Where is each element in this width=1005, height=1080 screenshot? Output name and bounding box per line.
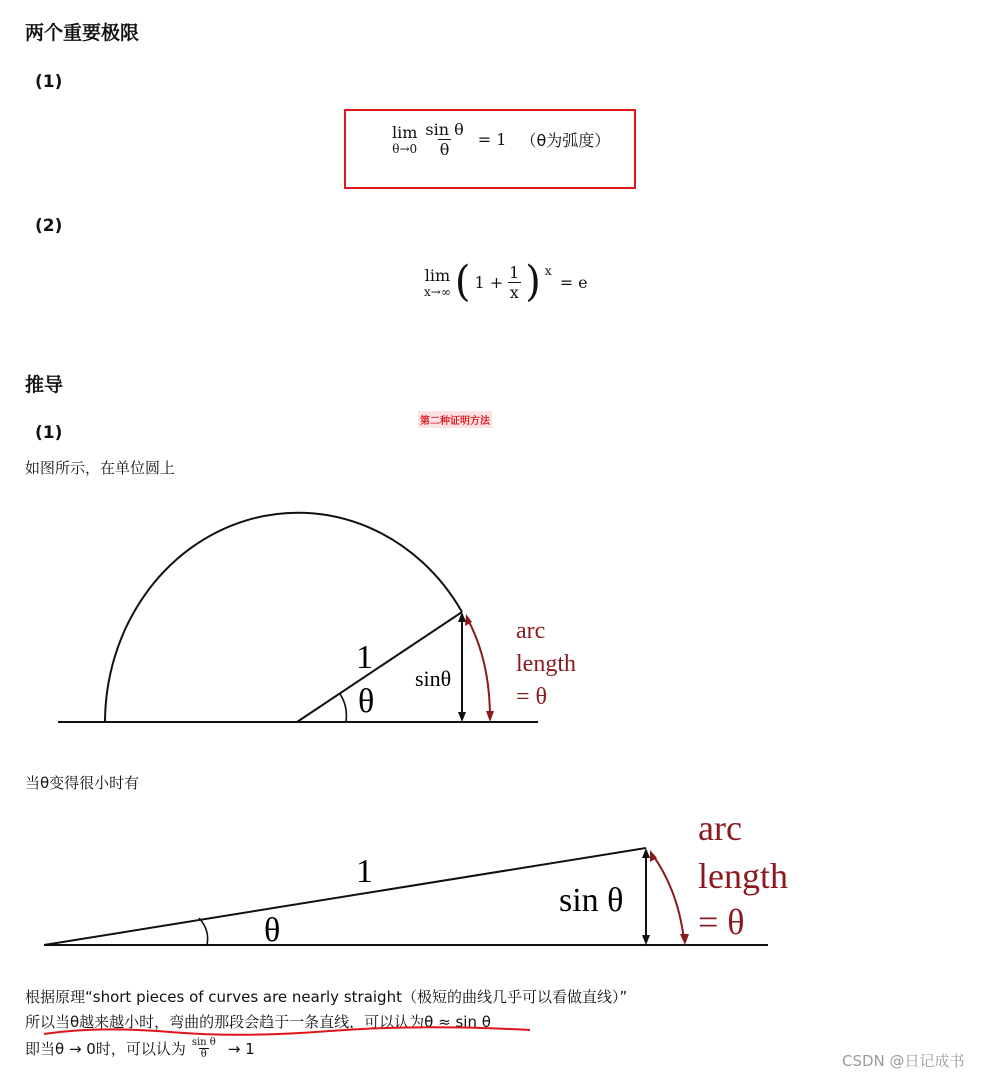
angle-label: θ <box>264 912 281 949</box>
watermark: CSDN @日记成书 <box>842 1052 965 1070</box>
derivation-1-label: (1) <box>35 423 63 443</box>
radius-label: 1 <box>356 639 373 676</box>
limit-2-label: (2) <box>35 216 63 236</box>
limit-1-formula: lim θ→0 $\frac{\text{sin θ}}{\theta}$ = 1 （θ为弧度） <box>392 120 611 159</box>
arc-label-line2: length <box>698 856 788 896</box>
limit-1-label: (1) <box>35 72 63 92</box>
sine-label: sin θ <box>559 882 624 919</box>
derivation-heading: 推导 <box>25 374 64 396</box>
angle-arc <box>340 694 346 722</box>
limit-operator: lim x→∞ <box>424 265 451 299</box>
semicircle-arc <box>105 513 462 722</box>
arc-length-bracket <box>652 854 684 940</box>
small-angle-text: 当θ变得很小时有 <box>25 774 140 792</box>
arc-label-line2: length <box>516 651 576 677</box>
proof-method-tag: 第二种证明方法 <box>418 411 492 428</box>
small-angle-figure <box>0 800 830 960</box>
sine-label: sinθ <box>415 666 452 691</box>
angle-arc <box>199 918 208 945</box>
sin-over-theta-fraction: $\frac{\text{sin θ}}{\theta}$ <box>425 120 464 159</box>
arc-label-line1: arc <box>516 618 546 644</box>
principle-text: 根据原理“short pieces of curves are nearly straight（极短的曲线几乎可以看做直线）” <box>25 988 628 1006</box>
sin-over-theta-small-fraction: $\frac{\text{sin θ}}{\theta}$ <box>191 1037 216 1060</box>
limit-operator: lim θ→0 <box>392 123 418 156</box>
conclusion-a-text: 所以当θ越来越小时，弯曲的那段会趋于一条直线，可以认为θ ≈ sin θ <box>25 1013 491 1031</box>
limit-2-formula: lim x→∞ ( 1 + $\frac{1}{x}$ ) x = e <box>424 257 588 307</box>
conclusion-b: 即当θ → 0时，可以认为 $\frac{\text{sin θ}}{\theta}$ → 1 <box>25 1037 255 1060</box>
radius-label: 1 <box>356 853 373 890</box>
page-title: 两个重要极限 <box>25 22 140 44</box>
hypotenuse-line <box>44 848 646 945</box>
arc-label-line3: = θ <box>698 902 745 942</box>
one-over-x-fraction: $\frac{1}{x}$ <box>509 262 520 302</box>
angle-label: θ <box>358 683 375 720</box>
sine-arrow-down <box>458 712 466 722</box>
arc-label-line3: = θ <box>516 684 548 710</box>
unit-circle-figure <box>0 490 620 740</box>
arc-length-bracket <box>467 618 490 718</box>
arc-label-line1: arc <box>698 808 742 848</box>
intro-text: 如图所示，在单位圆上 <box>25 459 176 477</box>
